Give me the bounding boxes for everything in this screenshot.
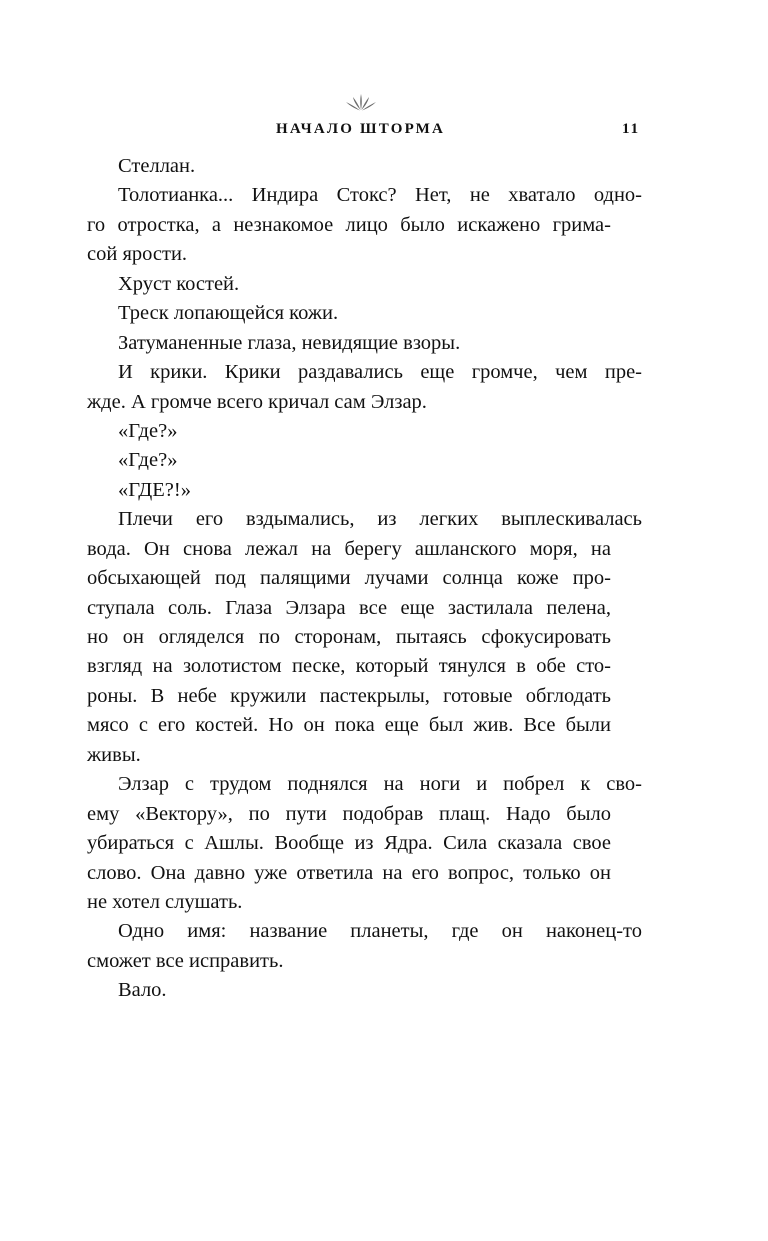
paragraph: [87, 358, 642, 417]
text-line: го отростка, а незнакомое лицо было искажено грима-: [87, 213, 611, 236]
paragraph: [118, 299, 642, 328]
text-line: жде. А громче всего кричал сам Элзар.: [87, 390, 427, 413]
paragraph: [118, 476, 642, 505]
text-line: убираться с Ашлы. Вообще из Ядра. Сила сказала свое: [87, 832, 611, 855]
text-line: И крики. Крики раздавались еще громче, чем пре-: [118, 361, 642, 384]
paragraph: [87, 181, 642, 269]
paragraph: [87, 770, 642, 917]
text-line: Толотианка... Индира Стокс? Нет, не хватало одно-: [118, 184, 642, 207]
text-line: Элзар с трудом поднялся на ноги и побрел к сво-: [118, 773, 642, 796]
text-line: ему «Вектору», по пути подобрав плащ. Надо было: [87, 802, 611, 825]
paragraph: [118, 417, 642, 446]
paragraph: [118, 976, 642, 1005]
text-line: «Где?»: [118, 449, 178, 472]
paragraph: [118, 446, 642, 475]
text-line: вода. Он снова лежал на берегу ашланского моря, на: [87, 537, 611, 560]
text-line: слово. Она давно уже ответила на его вопрос, только он: [87, 861, 611, 884]
leaf-ornament-icon: [344, 93, 378, 111]
running-head: НАЧАЛО ШТОРМА: [276, 121, 446, 137]
text-line: не хотел слушать.: [87, 890, 243, 913]
text-line: «Где?»: [118, 419, 178, 442]
text-line: Затуманенные глаза, невидящие взоры.: [118, 331, 461, 354]
text-line: обсыхающей под палящими лучами солнца коже про-: [87, 567, 611, 590]
paragraph: [87, 505, 642, 770]
paragraph: [87, 917, 642, 976]
paragraph: [118, 329, 642, 358]
paragraph: [118, 270, 642, 299]
text-line: Вало.: [118, 979, 167, 1002]
text-line: Стеллан.: [118, 155, 196, 177]
text-line: сможет все исправить.: [87, 949, 284, 972]
text-line: «ГДЕ?!»: [118, 478, 191, 501]
text-line: роны. В небе кружили пастекрылы, готовые обглодать: [87, 684, 611, 707]
text-line: живы.: [87, 743, 141, 766]
text-line: ступала соль. Глаза Элзара все еще застилала пелена,: [87, 596, 611, 619]
text-line: взгляд на золотистом песке, который тянулся в обе сто-: [87, 655, 611, 678]
paragraph: [118, 152, 642, 181]
text-line: Плечи его вздымались, из легких выплескивалась: [118, 508, 642, 531]
text-line: Одно имя: название планеты, где он наконец-то: [118, 920, 642, 943]
body-text: [87, 152, 642, 1006]
text-line: сой ярости.: [87, 243, 188, 266]
text-line: мясо с его костей. Но он пока еще был жив. Все были: [87, 714, 611, 737]
text-line: но он огляделся по сторонам, пытаясь сфокусировать: [87, 626, 611, 648]
text-line: Хруст костей.: [118, 272, 240, 295]
text-line: Треск лопающейся кожи.: [118, 302, 339, 325]
page-number: 11: [622, 121, 641, 137]
